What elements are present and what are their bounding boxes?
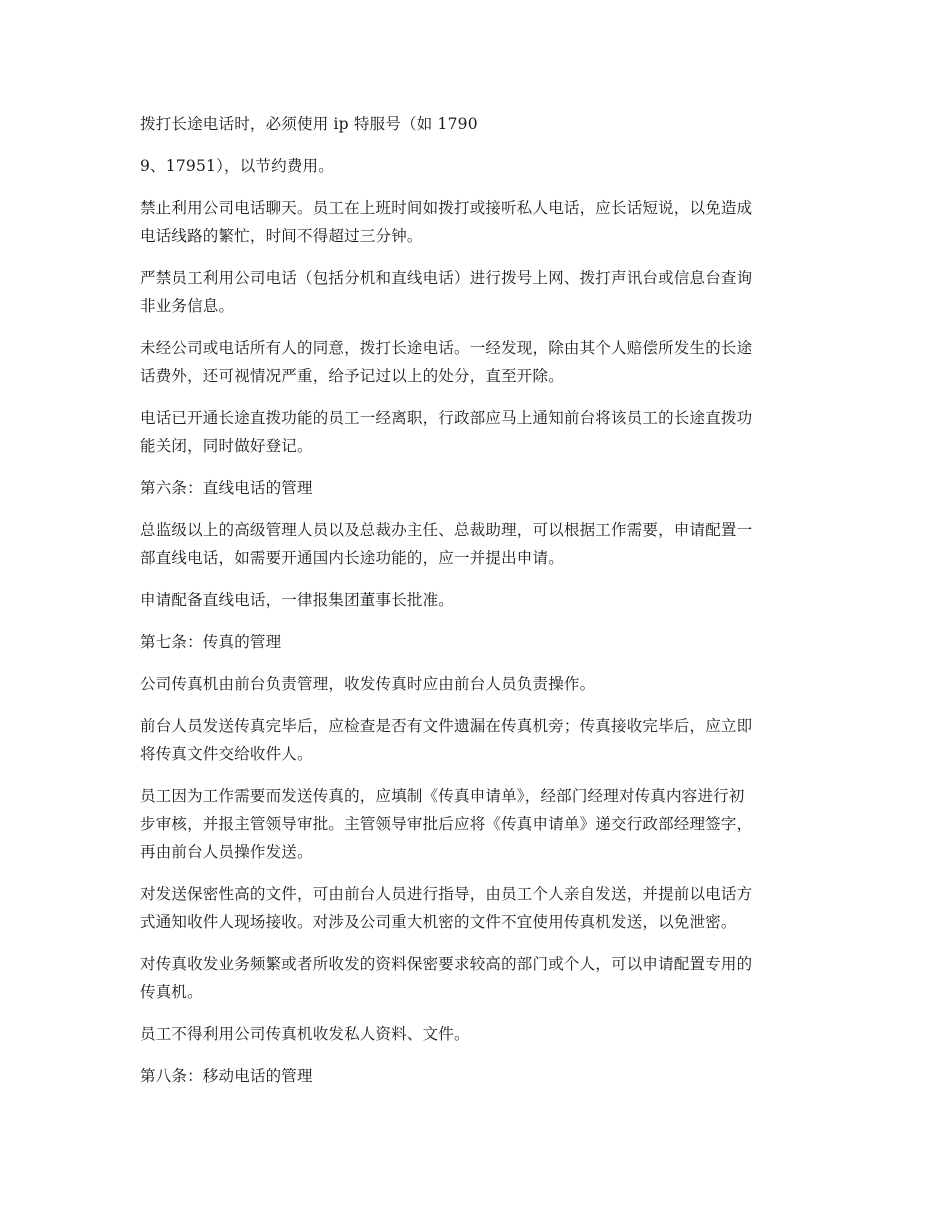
paragraph-fax-application [140,782,812,866]
text-line: 前台人员发送传真完毕后，应检查是否有文件遗漏在传真机旁；传真接收完毕后，应立即 [140,717,753,735]
section-heading-article-8 [140,1062,812,1090]
text-line: 第七条：传真的管理 [140,633,282,651]
text-line: 拨打长途电话时，必须使用 ip 特服号（如 1790 [140,115,478,133]
text-line: 员工不得利用公司传真机收发私人资料、文件。 [140,1025,470,1043]
text-line: 禁止利用公司电话聊天。员工在上班时间如拨打或接听私人电话，应长话短说，以免造成 [140,199,753,217]
text-line: 申请配备直线电话，一律报集团董事长批准。 [140,591,455,609]
text-line: 电话线路的繁忙，时间不得超过三分钟。 [140,227,423,245]
paragraph-fax-check [140,712,812,768]
paragraph-no-chatting [140,194,812,250]
text-line: 步审核，并报主管领导审批。主管领导审批后应将《传真申请单》递交行政部经理签字， [140,815,753,833]
text-line: 未经公司或电话所有人的同意，拨打长途电话。一经发现，除由其个人赔偿所发生的长途 [140,339,753,357]
paragraph-ip-dialing [140,110,812,138]
text-line: 总监级以上的高级管理人员以及总裁办主任、总裁助理，可以根据工作需要，申请配置一 [140,521,753,539]
text-line: 电话已开通长途直拨功能的员工一经离职，行政部应马上通知前台将该员工的长途直拨功 [140,409,753,427]
section-heading-article-6 [140,474,812,502]
text-line: 9、17951），以节约费用。 [140,157,334,175]
text-line: 非业务信息。 [140,297,235,315]
text-line: 将传真文件交给收件人。 [140,745,313,763]
text-line: 话费外，还可视情况严重，给予记过以上的处分，直至开除。 [140,367,564,385]
paragraph-direct-line-approval [140,586,812,614]
paragraph-ip-number-cont [140,152,812,180]
text-line: 第六条：直线电话的管理 [140,479,313,497]
text-line: 传真机。 [140,983,203,1001]
text-line: 对传真收发业务频繁或者所收发的资料保密要求较高的部门或个人，可以申请配置专用的 [140,955,753,973]
text-line: 部直线电话，如需要开通国内长途功能的，应一并提出申请。 [140,549,564,567]
paragraph-fax-dedicated [140,950,812,1006]
text-line: 严禁员工利用公司电话（包括分机和直线电话）进行拨号上网、拨打声讯台或信息台查询 [140,269,753,287]
text-line: 员工因为工作需要而发送传真的，应填制《传真申请单》，经部门经理对传真内容进行初 [140,787,745,805]
paragraph-fax-front-desk [140,670,812,698]
paragraph-resignation-disable [140,404,812,460]
text-line: 再由前台人员操作发送。 [140,843,313,861]
paragraph-unauthorized-long-distance [140,334,812,390]
paragraph-no-dialup [140,264,812,320]
text-line: 能关闭，同时做好登记。 [140,437,313,455]
text-line: 对发送保密性高的文件，可由前台人员进行指导，由员工个人亲自发送，并提前以电话方 [140,885,753,903]
text-line: 第八条：移动电话的管理 [140,1067,313,1085]
text-line: 公司传真机由前台负责管理，收发传真时应由前台人员负责操作。 [140,675,596,693]
paragraph-direct-line-eligibility [140,516,812,572]
document-body [140,110,812,1104]
paragraph-fax-private-ban [140,1020,812,1048]
section-heading-article-7 [140,628,812,656]
paragraph-fax-confidential [140,880,812,936]
text-line: 式通知收件人现场接收。对涉及公司重大机密的文件不宜使用传真机发送，以免泄密。 [140,913,737,931]
